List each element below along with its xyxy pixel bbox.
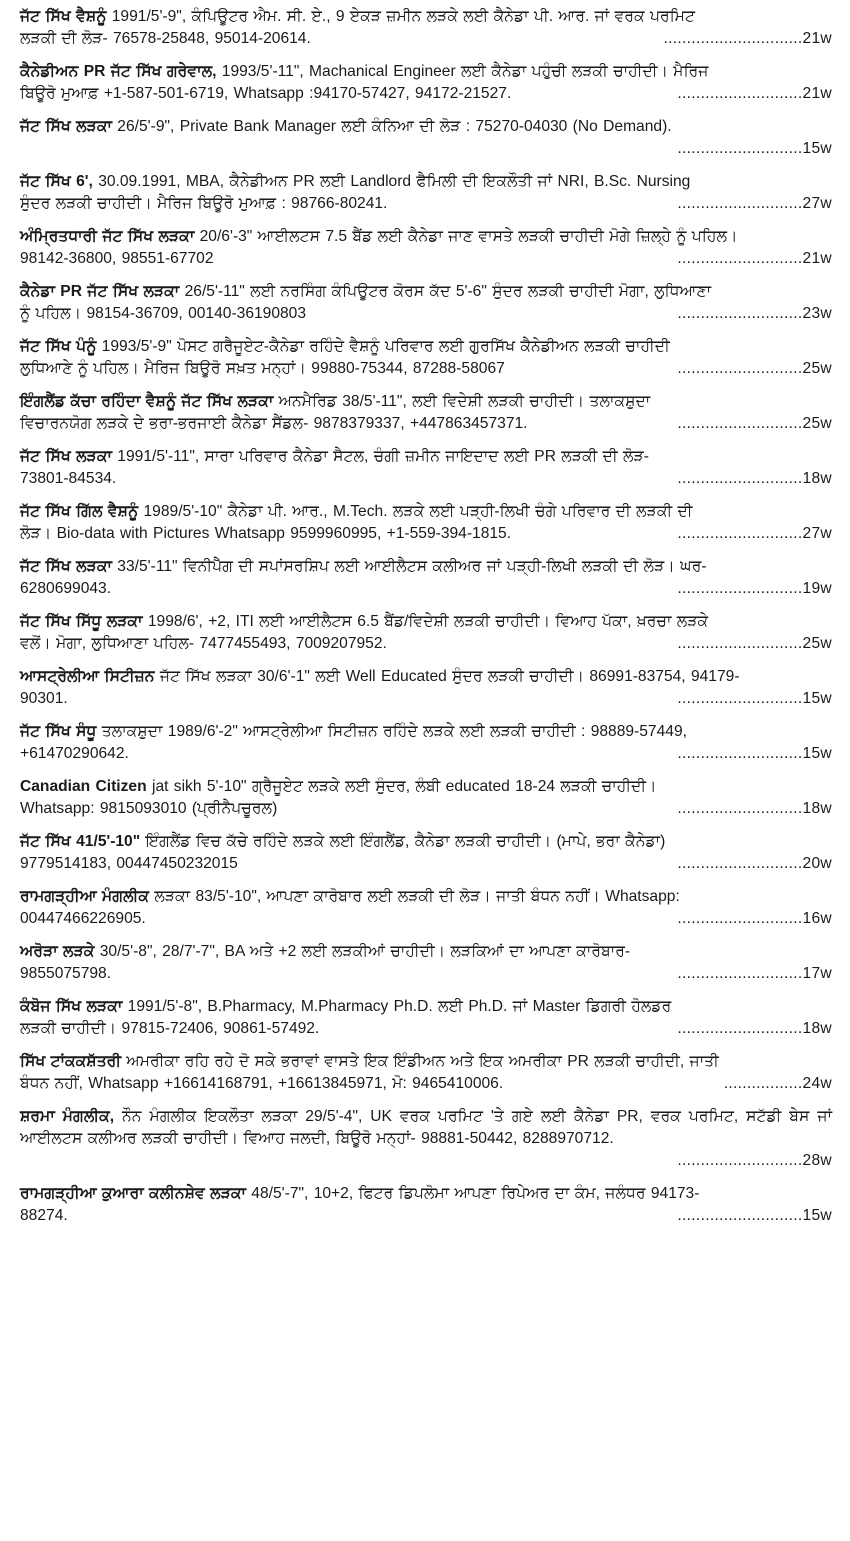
ad-footer-row (20, 83, 832, 105)
ad-footer-row (20, 963, 832, 985)
ad-heading: ਕੈਨੇਡੀਅਨ PR ਜੱਟ ਸਿੱਖ ਗਰੇਵਾਲ, (20, 63, 217, 80)
classified-ad (20, 336, 832, 380)
ad-heading: ਕੰਬੋਜ ਸਿੱਖ ਲੜਕਾ (20, 998, 123, 1015)
ad-footer-row (20, 138, 832, 160)
ad-word-count: .................24w (723, 1075, 832, 1092)
ad-heading: ਰਾਮਗੜ੍ਹੀਆ ਮੰਗਲੀਕ (20, 888, 149, 905)
ad-footer-row (20, 853, 832, 875)
ad-footer-row (20, 633, 832, 655)
ad-word-count: ...........................15w (677, 690, 832, 707)
ad-contact: 9855075798. (20, 965, 112, 982)
ad-footer-row (20, 1150, 832, 1172)
ad-heading: ਇੰਗਲੈਂਡ ਕੱਚਾ ਰਹਿੰਦਾ ਵੈਸ਼ਨੂੰ ਜੱਟ ਸਿੱਖ ਲੜਕਾ (20, 393, 274, 410)
ad-contact: 90301. (20, 690, 68, 707)
ad-body: 1993/5'-9" ਪੋਸਟ ਗਰੈਜੂਏਟ-ਕੈਨੇਡਾ ਰਹਿੰਦੇ ਵੈਸ਼ਨੂੰ ਪਰਿਵਾਰ ਲਈ ਗੁਰਸਿੱਖ ਕੈਨੇਡੀਅਨ ਲੜਕੀ ਚਾਹੀਦੀ (96, 338, 670, 355)
ad-body: 1991/5'-9", ਕੰਪਿਊਟਰ ਐਮ. ਸੀ. ਏ., 9 ਏਕੜ ਜ਼ਮੀਨ ਲੜਕੇ ਲਈ ਕੈਨੇਡਾ ਪੀ. ਆਰ. ਜਾਂ ਵਰਕ ਪਰਮਿਟ (106, 8, 695, 25)
classified-ad (20, 391, 832, 435)
ad-word-count: ...........................16w (677, 910, 832, 927)
ad-body: ਲੜਕਾ 83/5'-10", ਆਪਣਾ ਕਾਰੋਬਾਰ ਲਈ ਲੜਕੀ ਦੀ ਲੋੜ। ਜਾਤੀ ਬੰਧਨ ਨਹੀਂ। Whatsapp: (148, 888, 680, 905)
classified-ad (20, 721, 832, 765)
classified-ad (20, 61, 832, 105)
classified-ad (20, 6, 832, 50)
ad-footer-row (20, 468, 832, 490)
ad-word-count: ...........................21w (677, 85, 832, 102)
ad-contact: 73801-84534. (20, 470, 117, 487)
ad-body: 26/5'-11" ਲਈ ਨਰਸਿੰਗ ਕੰਪਿਊਟਰ ਕੋਰਸ ਕੱਦ 5'-6" ਸੁੰਦਰ ਲੜਕੀ ਚਾਹੀਦੀ ਮੋਗਾ, ਲੁਧਿਆਣਾ (179, 283, 712, 300)
ad-word-count: ...........................28w (677, 1152, 832, 1169)
ad-contact: Whatsapp: 9815093010 (ਪ੍ਰੀਨੈਪਚੂਰਲ) (20, 800, 278, 817)
ad-body: 20/6'-3" ਆਈਲਟਸ 7.5 ਬੈਂਡ ਲਈ ਕੈਨੇਡਾ ਜਾਣ ਵਾਸਤੇ ਲੜਕੀ ਚਾਹੀਦੀ ਮੋਗੇ ਜ਼ਿਲ੍ਹੇ ਨੂੰ ਪਹਿਲ। (194, 228, 738, 245)
classified-ad (20, 1106, 832, 1172)
ad-heading: ਜੱਟ ਸਿੱਖ ਵੈਸ਼ਨੂੰ (20, 8, 107, 25)
ad-contact: 00447466226905. (20, 910, 146, 927)
ad-footer-row (20, 1073, 832, 1095)
classified-ad (20, 886, 832, 930)
ad-footer-row (20, 358, 832, 380)
classified-ad (20, 831, 832, 875)
ad-word-count: ...........................25w (677, 415, 832, 432)
ad-heading: ਆਸਟ੍ਰੇਲੀਆ ਸਿਟੀਜ਼ਨ (20, 668, 155, 685)
ad-body: 1989/5'-10" ਕੈਨੇਡਾ ਪੀ. ਆਰ., M.Tech. ਲੜਕੇ ਲਈ ਪੜ੍ਹੀ-ਲਿਖੀ ਚੰਗੇ ਪਰਿਵਾਰ ਦੀ ਲੜਕੀ ਦੀ (138, 503, 693, 520)
ad-text (20, 721, 832, 743)
ad-text (20, 171, 832, 193)
ad-word-count: ..............................21w (663, 30, 832, 47)
classified-ad (20, 1183, 832, 1227)
ad-contact: 88274. (20, 1207, 68, 1224)
ad-text (20, 1183, 832, 1205)
ad-heading: ਜੱਟ ਸਿੱਖ ਲੜਕਾ (20, 558, 112, 575)
ad-body: ਇੰਗਲੈਂਡ ਵਿਚ ਕੱਚੇ ਰਹਿੰਦੇ ਲੜਕੇ ਲਈ ਇੰਗਲੈਂਡ, ਕੈਨੇਡਾ ਲੜਕੀ ਚਾਹੀਦੀ। (ਮਾਪੇ, ਭਰਾ ਕੈਨੇਡਾ) (140, 833, 666, 850)
ad-heading: ਕੈਨੇਡਾ PR ਜੱਟ ਸਿੱਖ ਲੜਕਾ (20, 283, 180, 300)
ad-body: jat sikh 5'-10" ਗ੍ਰੈਜੂਏਟ ਲੜਕੇ ਲਈ ਸੁੰਦਰ, ਲੰਬੀ educated 18-24 ਲੜਕੀ ਚਾਹੀਦੀ। (146, 778, 657, 795)
classified-ad (20, 666, 832, 710)
ad-contact: +61470290642. (20, 745, 129, 762)
ad-body: 33/5'-11" ਵਿਨੀਪੈੱਗ ਦੀ ਸਪਾਂਸਰਸ਼ਿਪ ਲਈ ਆਈਲੈਟਸ ਕਲੀਅਰ ਜਾਂ ਪੜ੍ਹੀ-ਲਿਖੀ ਲੜਕੀ ਦੀ ਲੋੜ। ਘਰ- (111, 558, 707, 575)
ad-footer-row (20, 193, 832, 215)
ad-footer-row (20, 523, 832, 545)
ad-contact: ਨੂੰ ਪਹਿਲ। 98154-36709, 00140-36190803 (20, 305, 307, 322)
ad-body: 30/5'-8", 28/7'-7", BA ਅਤੇ +2 ਲਈ ਲੜਕੀਆਂ ਚਾਹੀਦੀ। ਲੜਕਿਆਂ ਦਾ ਆਪਣਾ ਕਾਰੋਬਾਰ- (94, 943, 631, 960)
ad-heading: ਸਿੱਖ ਟਾਂਕਕਸ਼ੱਤਰੀ (20, 1053, 122, 1070)
ad-footer-row (20, 1205, 832, 1227)
ad-text (20, 941, 832, 963)
ad-word-count: ...........................25w (677, 635, 832, 652)
ad-word-count: ...........................18w (677, 1020, 832, 1037)
ad-footer-row (20, 303, 832, 325)
classified-ad (20, 1051, 832, 1095)
ad-word-count: ...........................21w (677, 250, 832, 267)
ad-contact: ਲੜਕੀ ਚਾਹੀਦੀ। 97815-72406, 90861-57492. (20, 1020, 320, 1037)
ad-footer-row (20, 578, 832, 600)
ad-text (20, 831, 832, 853)
ad-heading: ਅੰਮ੍ਰਿਤਧਾਰੀ ਜੱਟ ਸਿੱਖ ਲੜਕਾ (20, 228, 195, 245)
ad-contact: ਲੋੜ। Bio-data with Pictures Whatsapp 9599960995, +1-559-394-1815. (20, 525, 512, 542)
ad-heading: Canadian Citizen (20, 778, 147, 795)
ad-body: 1998/6', +2, ITI ਲਈ ਆਈਲੈਟਸ 6.5 ਬੈਂਡ/ਵਿਦੇਸ਼ੀ ਲੜਕੀ ਚਾਹੀਦੀ। ਵਿਆਹ ਪੱਕਾ, ਖ਼ਰਚਾ ਲੜਕੇ (142, 613, 709, 630)
ad-footer-row (20, 798, 832, 820)
ad-footer-row (20, 908, 832, 930)
ad-footer-row (20, 28, 832, 50)
ad-contact: ਬੰਧਨ ਨਹੀਂ, Whatsapp +16614168791, +16613845971, ਮੋ: 9465410006. (20, 1075, 504, 1092)
ad-heading: ਜੱਟ ਸਿੱਖ ਲੜਕਾ (20, 118, 112, 135)
ad-word-count: ...........................27w (677, 195, 832, 212)
ad-text (20, 556, 832, 578)
ad-body: ਅਨਮੈਰਿਡ 38/5'-11", ਲਈ ਵਿਦੇਸ਼ੀ ਲੜਕੀ ਚਾਹੀਦੀ। ਤਲਾਕਸ਼ੁਦਾ (273, 393, 651, 410)
ad-body: 1993/5'-11", Machanical Engineer ਲਈ ਕੈਨੇਡਾ ਪਹੁੰਚੀ ਲੜਕੀ ਚਾਹੀਦੀ। ਮੈਰਿਜ (216, 63, 709, 80)
ad-body: ਤਲਾਕਸ਼ੁਦਾ 1989/6'-2" ਆਸਟ੍ਰੇਲੀਆ ਸਿਟੀਜ਼ਨ ਰਹਿੰਦੇ ਲੜਕੇ ਲਈ ਲੜਕੀ ਚਾਹੀਦੀ : 98889-57449, (96, 723, 687, 740)
ad-contact: 6280699043. (20, 580, 112, 597)
ad-contact: ਬਿਊਰੋ ਮੁਆਫ਼ +1-587-501-6719, Whatsapp :94170-57427, 94172-21527. (20, 85, 512, 102)
ad-heading: ਰਾਮਗੜ੍ਹੀਆ ਕੁਆਰਾ ਕਲੀਨਸ਼ੇਵ ਲੜਕਾ (20, 1185, 246, 1202)
classified-ad (20, 501, 832, 545)
ad-contact: ਲੜਕੀ ਦੀ ਲੋੜ- 76578-25848, 95014-20614. (20, 30, 311, 47)
ad-heading: ਜੱਟ ਸਿੱਖ ਲੜਕਾ (20, 448, 112, 465)
classified-ad (20, 171, 832, 215)
ad-body: ਨੌਨ ਮੰਗਲੀਕ ਇਕਲੌਤਾ ਲੜਕਾ 29/5'-4", UK ਵਰਕ ਪਰਮਿਟ 'ਤੇ ਗਏ ਲਈ ਕੈਨੇਡਾ PR, ਵਰਕ ਪਰਮਿਟ, ਸਟੱਡੀ ਬੇਸ ਜਾਂ ਆਈਲਟਸ ਕਲੀਅਰ ਲੜਕੀ ਚਾਹੀਦੀ। ਵਿਆਹ ਜਲਦੀ, ਬਿਊਰੋ ਮਨ੍ਹਾਂ- 98881-50442, 8288970712. (20, 1108, 832, 1147)
ad-contact: ਲੁਧਿਆਣੇ ਨੂੰ ਪਹਿਲ। ਮੈਰਿਜ ਬਿਊਰੋ ਸਖ਼ਤ ਮਨ੍ਹਾਂ। 99880-75344, 87288-58067 (20, 360, 505, 377)
ad-body: ਜੱਟ ਸਿੱਖ ਲੜਕਾ 30/6'-1" ਲਈ Well Educated ਸੁੰਦਰ ਲੜਕੀ ਚਾਹੀਦੀ। 86991-83754, 94179- (154, 668, 740, 685)
ad-contact: 9779514183, 00447450232015 (20, 855, 238, 872)
classified-ad (20, 941, 832, 985)
classified-ad (20, 116, 832, 160)
ad-heading: ਸ਼ਰਮਾ ਮੰਗਲੀਕ, (20, 1108, 115, 1125)
ad-footer-row (20, 743, 832, 765)
ad-text (20, 1106, 832, 1150)
classified-ad (20, 996, 832, 1040)
classified-ad (20, 556, 832, 600)
ad-footer-row (20, 248, 832, 270)
ad-heading: ਅਰੋੜਾ ਲੜਕੇ (20, 943, 95, 960)
ad-word-count: ...........................15w (677, 745, 832, 762)
classified-ad (20, 776, 832, 820)
ad-word-count: ...........................15w (677, 1207, 832, 1224)
ad-text (20, 501, 832, 523)
ad-word-count: ...........................18w (677, 800, 832, 817)
ad-text (20, 886, 832, 908)
ad-word-count: ...........................17w (677, 965, 832, 982)
ad-text (20, 61, 832, 83)
ad-text (20, 116, 832, 138)
ad-footer-row (20, 1018, 832, 1040)
ad-text (20, 226, 832, 248)
ad-text (20, 666, 832, 688)
ad-footer-row (20, 413, 832, 435)
ad-heading: ਜੱਟ ਸਿੱਖ 41/5'-10" (20, 833, 141, 850)
ad-heading: ਜੱਟ ਸਿੱਖ ਸਿੱਧੂ ਲੜਕਾ (20, 613, 143, 630)
ad-text (20, 996, 832, 1018)
ad-body: 48/5'-7", 10+2, ਫਿਟਰ ਡਿਪਲੋਮਾ ਆਪਣਾ ਰਿਪੇਅਰ ਦਾ ਕੰਮ, ਜਲੰਧਰ 94173- (245, 1185, 700, 1202)
ad-word-count: ...........................19w (677, 580, 832, 597)
classified-ad (20, 226, 832, 270)
ad-body: ਅਮਰੀਕਾ ਰਹਿ ਰਹੇ ਦੋ ਸਕੇ ਭਰਾਵਾਂ ਵਾਸਤੇ ਇਕ ਇੰਡੀਅਨ ਅਤੇ ਇਕ ਅਮਰੀਕਾ PR ਲੜਕੀ ਚਾਹੀਦੀ, ਜਾਤੀ (121, 1053, 719, 1070)
ad-body: 30.09.1991, MBA, ਕੈਨੇਡੀਅਨ PR ਲਈ Landlord ਫੈਮਿਲੀ ਦੀ ਇਕਲੌਤੀ ਜਾਂ NRI, B.Sc. Nursing (92, 173, 691, 190)
ad-heading: ਜੱਟ ਸਿੱਖ 6', (20, 173, 93, 190)
ad-heading: ਜੱਟ ਸਿੱਖ ਗਿੱਲ ਵੈਸ਼ਨੂੰ (20, 503, 139, 520)
ad-word-count: ...........................18w (677, 470, 832, 487)
ad-text (20, 1051, 832, 1073)
ad-heading: ਜੱਟ ਸਿੱਖ ਸੰਧੂ (20, 723, 97, 740)
ad-word-count: ...........................23w (677, 305, 832, 322)
ad-heading: ਜੱਟ ਸਿੱਖ ਪੰਨੂੰ (20, 338, 97, 355)
ad-text (20, 6, 832, 28)
ad-text (20, 611, 832, 633)
classified-ad (20, 611, 832, 655)
ad-contact: ਵਲੋਂ। ਮੋਗਾ, ਲੁਧਿਆਣਾ ਪਹਿਲ- 7477455493, 7009207952. (20, 635, 387, 652)
ad-body: 1991/5'-11", ਸਾਰਾ ਪਰਿਵਾਰ ਕੈਨੇਡਾ ਸੈਟਲ, ਚੰਗੀ ਜ਼ਮੀਨ ਜਾਇਦਾਦ ਲਈ PR ਲੜਕੀ ਦੀ ਲੋੜ- (111, 448, 649, 465)
ad-text (20, 776, 832, 798)
ad-contact: ਵਿਚਾਰਨਯੋਗ ਲੜਕੇ ਦੇ ਭਰਾ-ਭਰਜਾਈ ਕੈਨੇਡਾ ਸੈਂਡਲ- 9878379337, +447863457371. (20, 415, 528, 432)
ad-footer-row (20, 688, 832, 710)
ad-text (20, 336, 832, 358)
ad-text (20, 446, 832, 468)
ad-word-count: ...........................15w (677, 140, 832, 157)
ad-word-count: ...........................25w (677, 360, 832, 377)
ad-body: 26/5'-9", Private Bank Manager ਲਈ ਕੰਨਿਆ ਦੀ ਲੋੜ : 75270-04030 (No Demand). (111, 118, 672, 135)
classified-ad (20, 281, 832, 325)
ad-body: 1991/5'-8", B.Pharmacy, M.Pharmacy Ph.D. ਲਈ Ph.D. ਜਾਂ Master ਡਿਗਰੀ ਹੋਲਡਰ (122, 998, 672, 1015)
ad-text (20, 281, 832, 303)
ad-text (20, 391, 832, 413)
ad-word-count: ...........................27w (677, 525, 832, 542)
ad-contact: ਸੁੰਦਰ ਲੜਕੀ ਚਾਹੀਦੀ। ਮੈਰਿਜ ਬਿਊਰੋ ਮੁਆਫ਼ : 98766-80241. (20, 195, 388, 212)
ad-word-count: ...........................20w (677, 855, 832, 872)
ad-contact: 98142-36800, 98551-67702 (20, 250, 214, 267)
classified-ad (20, 446, 832, 490)
